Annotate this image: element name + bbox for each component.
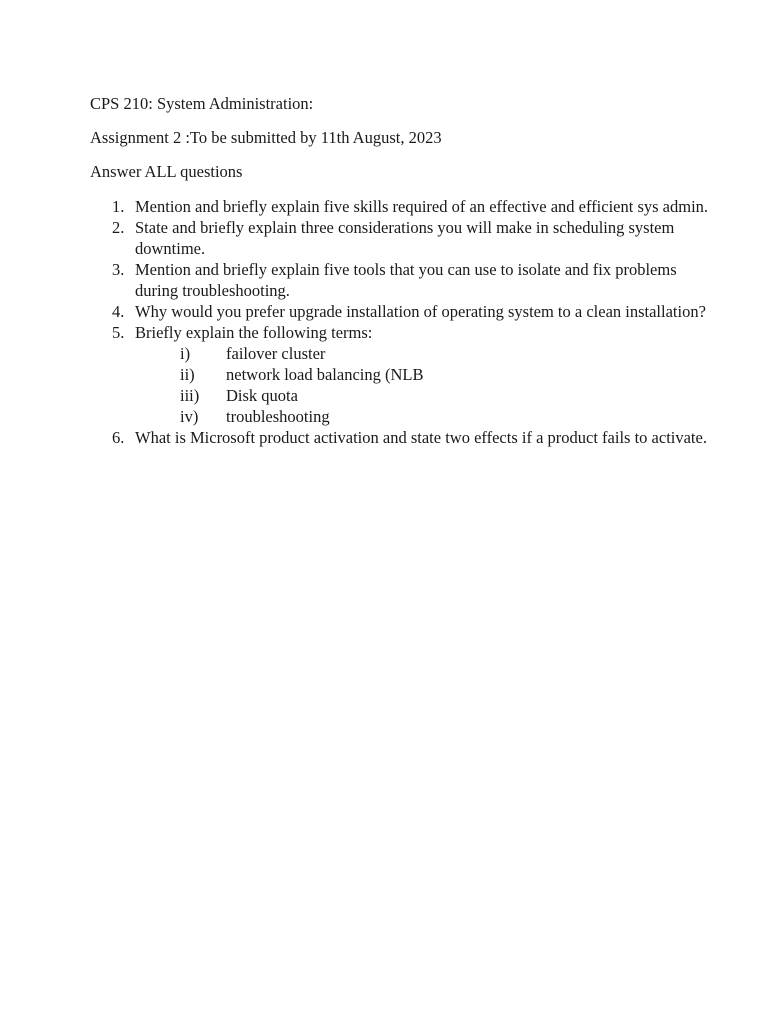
sub-question-item <box>0 406 768 427</box>
question-item <box>0 196 768 217</box>
sub-question-item <box>0 364 768 385</box>
instruction-text: Answer ALL questions <box>90 162 243 181</box>
sub-question-text: troubleshooting <box>226 407 330 426</box>
question-number: 6. <box>112 428 125 447</box>
assignment-deadline-line: Assignment 2 :To be submitted by 11th August, 2023 <box>90 128 442 147</box>
course-title: CPS 210: System Administration: <box>90 94 314 113</box>
question-text: Mention and briefly explain five skills required of an effective and efficient sys admin. <box>135 197 709 216</box>
sub-question-number: iii) <box>180 386 200 405</box>
sub-question-text: network load balancing (NLB <box>226 365 424 384</box>
sub-question-number: i) <box>180 344 191 363</box>
sub-question-number: ii) <box>180 365 195 384</box>
question-item <box>0 217 768 259</box>
sub-question-text: failover cluster <box>226 344 326 363</box>
sub-question-list <box>0 343 768 427</box>
sub-question-text: Disk quota <box>226 386 298 405</box>
sub-question-item <box>0 385 768 406</box>
question-list <box>0 196 768 448</box>
question-number: 5. <box>112 323 125 342</box>
question-item <box>0 301 768 322</box>
question-item <box>0 259 768 301</box>
question-text: State and briefly explain three considerations you will make in scheduling system downtime. <box>135 218 675 258</box>
question-text: Briefly explain the following terms: <box>135 323 373 342</box>
question-item <box>0 322 768 427</box>
question-text: Why would you prefer upgrade installation of operating system to a clean installation? <box>135 302 706 321</box>
sub-question-number: iv) <box>180 407 199 426</box>
question-number: 3. <box>112 260 125 279</box>
question-text: What is Microsoft product activation and state two effects if a product fails to activate. <box>135 428 707 447</box>
question-text: Mention and briefly explain five tools that you can use to isolate and fix problems during troubleshooting. <box>135 260 677 300</box>
question-number: 4. <box>112 302 125 321</box>
question-number: 2. <box>112 218 125 237</box>
question-number: 1. <box>112 197 125 216</box>
sub-question-item <box>0 343 768 364</box>
question-item <box>0 427 768 448</box>
